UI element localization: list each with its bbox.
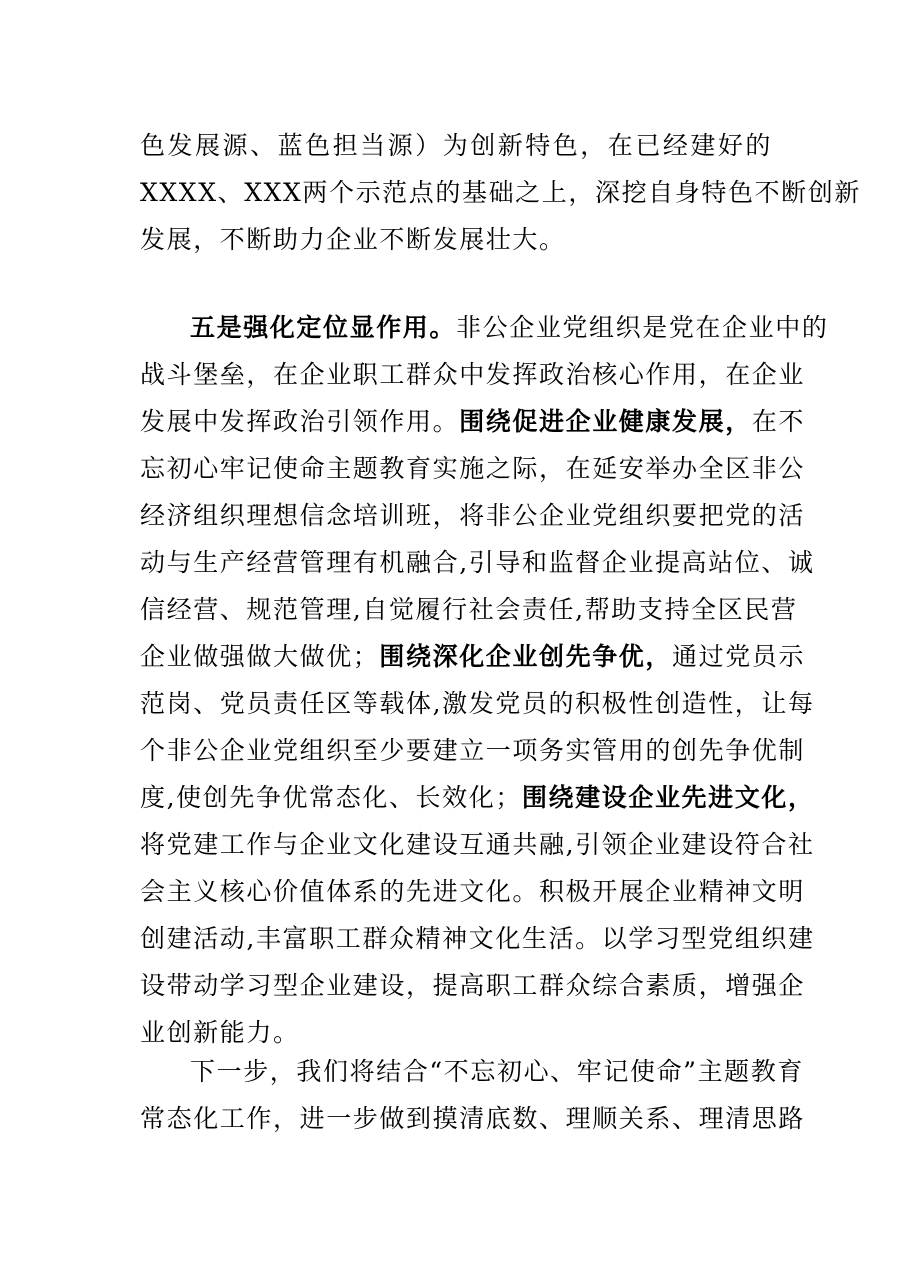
text-segment: 创建活动,丰富职工群众精神文化生活。以学习型党组织建 — [140, 924, 815, 953]
text-segment: 战斗堡垒，在企业职工群众中发挥政治核心作用，在企业 — [140, 360, 806, 389]
text-line: XXXX、XXX两个示范点的基础之上，深挖自身特色不断创新 — [140, 178, 861, 207]
text-line — [140, 539, 815, 586]
text-line: 常态化工作，进一步做到摸清底数、理顺关系、理清思路 — [140, 1104, 806, 1133]
text-segment: 忘初心牢记使命主题教育实施之际，在延安举办全区非公 — [140, 454, 806, 483]
text-line — [140, 868, 806, 915]
text-segment: 度,使创先争优常态化、长效化； — [140, 783, 522, 812]
text-line — [140, 774, 815, 821]
text-segment: 个非公企业党组织至少要建立一项务实管用的创先争优制 — [140, 736, 806, 765]
paragraph-next-steps — [140, 1048, 806, 1142]
text-segment: 动与生产经营管理有机融合,引导和监督企业提高站位、诚 — [140, 548, 815, 577]
text-line — [140, 492, 806, 539]
text-segment: 会主义核心价值体系的先进文化。积极开展企业精神文明 — [140, 877, 806, 906]
text-segment: 信经营、规范管理,自觉履行社会责任,帮助支持全区民营 — [140, 595, 798, 624]
text-line — [140, 680, 815, 727]
bold-emphasis: 围绕建设企业先进文化， — [521, 783, 815, 812]
text-line — [140, 821, 815, 868]
text-segment: 在不 — [751, 407, 806, 436]
text-line — [140, 586, 798, 633]
text-line: 色发展源、蓝色担当源）为创新特色，在已经建好的 — [140, 131, 772, 160]
bold-emphasis: 围绕深化企业创先争优， — [379, 642, 673, 671]
text-segment: 将党建工作与企业文化建设互通共融,引领企业建设符合社 — [140, 830, 815, 859]
text-line — [140, 915, 815, 962]
text-line: 发展，不断助力企业不断发展壮大。 — [140, 225, 566, 254]
text-line — [140, 962, 806, 1009]
paragraph-continuation — [140, 122, 861, 263]
text-line — [140, 727, 806, 774]
text-line — [140, 633, 806, 680]
text-line — [140, 304, 829, 351]
text-segment: 企业做强做大做优； — [140, 642, 380, 671]
text-segment: 非公企业党组织是党在企业中的 — [456, 313, 829, 342]
text-segment: 通过党员示 — [672, 642, 806, 671]
bold-emphasis: 围绕促进企业健康发展， — [459, 407, 752, 436]
text-line: 下一步，我们将结合“不忘初心、牢记使命”主题教育 — [190, 1057, 804, 1086]
paragraph-strengthen-positioning — [140, 304, 829, 1056]
text-line — [140, 398, 806, 445]
text-line — [140, 351, 806, 398]
text-segment: 设带动学习型企业建设，提高职工群众综合素质，增强企 — [140, 971, 806, 1000]
text-segment: 业创新能力。 — [140, 1018, 300, 1047]
text-line — [140, 445, 806, 492]
text-segment: 范岗、党员责任区等载体,激发党员的积极性创造性，让每 — [140, 689, 815, 718]
text-segment: 发展中发挥政治引领作用。 — [140, 407, 460, 436]
text-segment: 经济组织理想信念培训班，将非公企业党组织要把党的活 — [140, 501, 806, 530]
bold-heading: 五是强化定位显作用。 — [190, 313, 457, 342]
